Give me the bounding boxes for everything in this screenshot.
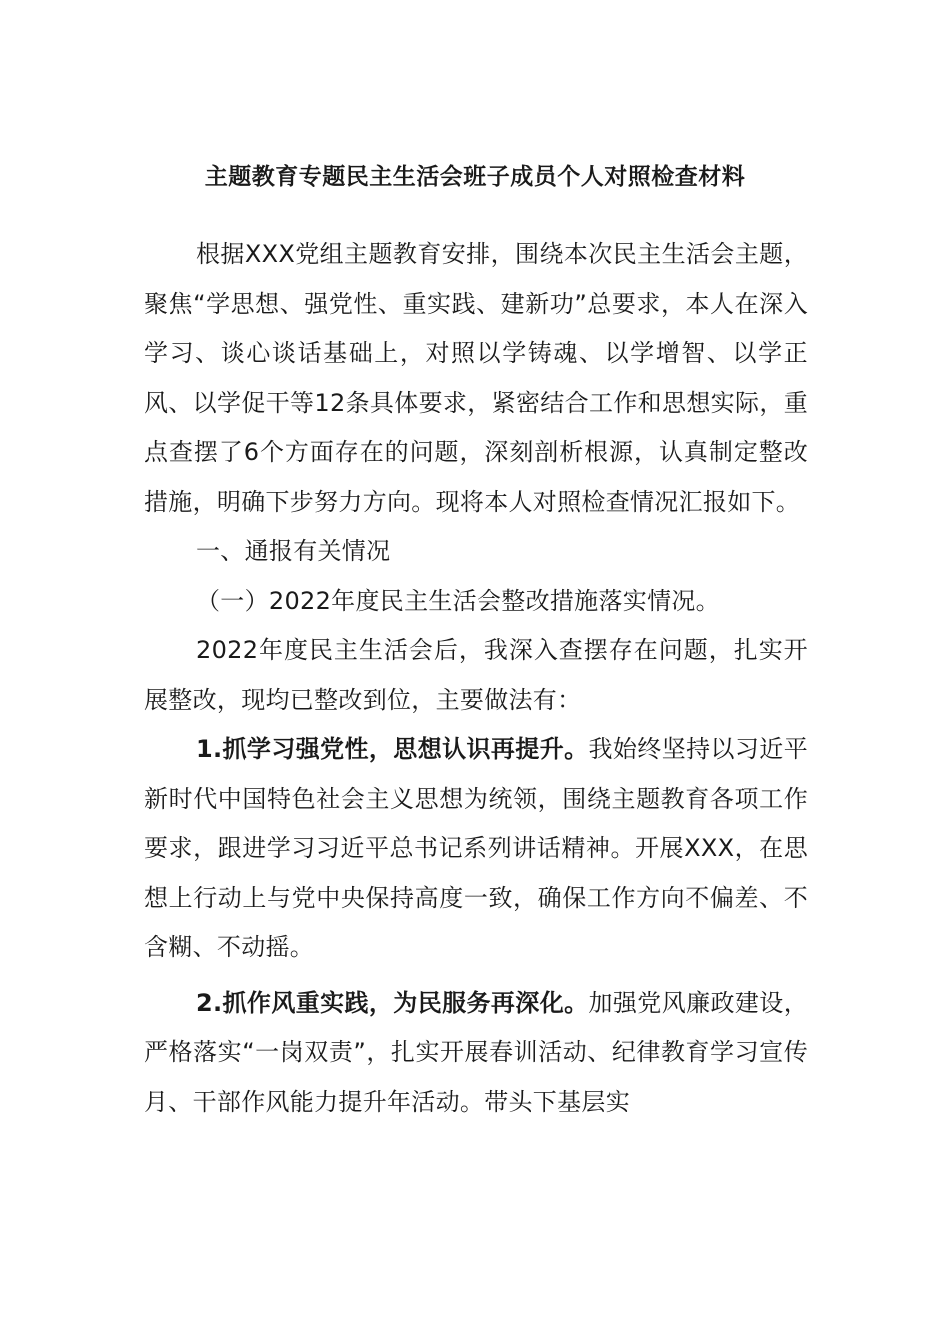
point-1-heading: 1.抓学习强党性，思想认识再提升。 <box>196 735 589 763</box>
point-1-paragraph <box>144 725 808 973</box>
rectification-intro-paragraph: 2022年度民主生活会后，我深入查摆存在问题，扎实开展整改，现均已整改到位，主要做法有： <box>144 636 808 714</box>
section-heading-1: 一、通报有关情况 <box>196 537 391 565</box>
document-title: 主题教育专题民主生活会班子成员个人对照检查材料 <box>204 164 746 190</box>
subsection-heading-1: （一）2022年度民主生活会整改措施落实情况。 <box>196 586 720 615</box>
document-body <box>144 230 808 1127</box>
point-2-text: 加强党风廉政建设，严格落实“一岗双责”，扎实开展春训活动、纪律教育学习宣传月、干部作风能力提升年活动。带头下基层实 <box>144 988 808 1116</box>
point-2-paragraph <box>144 979 808 1128</box>
point-2-heading: 2.抓作风重实践，为民服务再深化。 <box>196 988 589 1017</box>
point-1-text: 我始终坚持以习近平新时代中国特色社会主义思想为统领，围绕主题教育各项工作要求，跟进学习习近平总书记系列讲话精神。开展XXX，在思想上行动上与党中央保持高度一致，确保工作方向不偏差、不含糊、不动摇。 <box>144 735 808 961</box>
intro-paragraph: 根据XXX党组主题教育安排，围绕本次民主生活会主题，聚焦“学思想、强党性、重实践、建新功”总要求，本人在深入学习、谈心谈话基础上，对照以学铸魂、以学增智、以学正风、以学促干等12条具体要求，紧密结合工作和思想实际，重点查摆了6个方面存在的问题，深刻剖析根源，认真制定整改措施，明确下步努力方向。现将本人对照检查情况汇报如下。 <box>144 240 808 516</box>
